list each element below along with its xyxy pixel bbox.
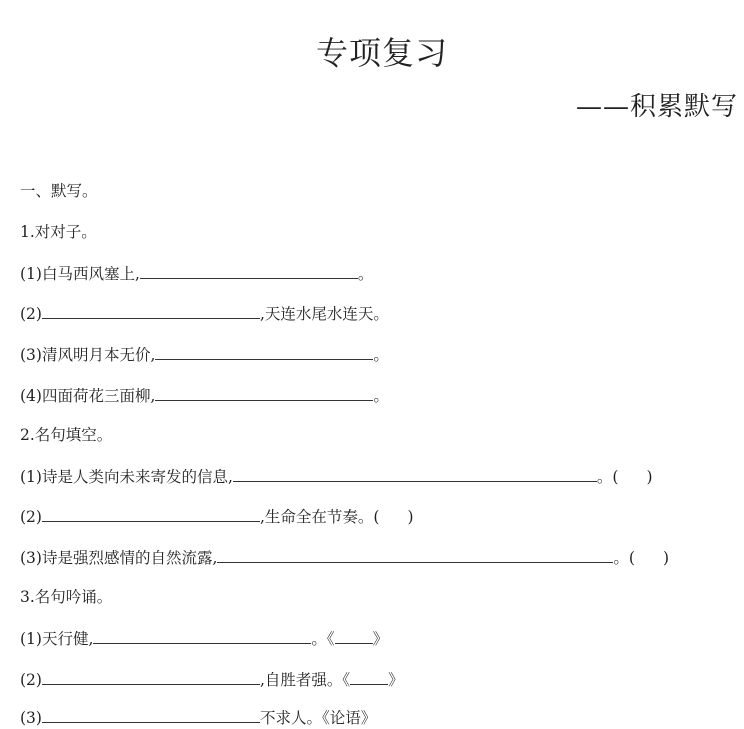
answer-blank[interactable]	[140, 262, 358, 279]
paren-close: )	[407, 508, 414, 526]
q1-item-3	[20, 343, 389, 365]
q3-item-3	[20, 706, 376, 728]
answer-blank[interactable]	[42, 706, 260, 723]
source-blank[interactable]	[335, 627, 373, 644]
page-title: 专项复习	[315, 34, 448, 72]
answer-blank[interactable]	[155, 384, 373, 401]
item-number: (3)	[20, 549, 42, 567]
q2-item-3	[20, 546, 669, 568]
paren-close: )	[646, 468, 653, 486]
item-number: (1)	[20, 630, 42, 648]
book-close: 》	[388, 671, 404, 689]
paren-close: )	[662, 549, 670, 567]
question-1-heading: 1.对对子。	[20, 223, 97, 241]
item-suffix: 。(	[613, 549, 635, 567]
page-subtitle: ——积累默写	[575, 92, 738, 122]
q3-item-1	[20, 627, 388, 649]
item-number: (2)	[20, 508, 42, 526]
item-number: (3)	[20, 346, 42, 364]
item-number: (4)	[20, 387, 42, 405]
source-blank[interactable]	[618, 466, 646, 482]
item-prompt: 诗是人类向未来寄发的信息,	[41, 468, 233, 486]
item-suffix: 。	[357, 265, 374, 283]
source-blank[interactable]	[350, 668, 388, 685]
item-suffix: ,生命全在节奏。(	[259, 508, 380, 526]
answer-blank[interactable]	[42, 668, 260, 685]
item-suffix: ,天连水尾水连天。	[259, 305, 389, 323]
answer-blank[interactable]	[233, 465, 597, 482]
question-3-heading: 3.名句吟诵。	[20, 588, 113, 606]
answer-blank[interactable]	[155, 343, 373, 360]
q1-item-2	[20, 302, 389, 324]
answer-blank[interactable]	[42, 302, 260, 319]
source-blank[interactable]	[635, 547, 663, 563]
answer-blank[interactable]	[42, 505, 260, 522]
q1-item-4	[20, 384, 389, 406]
item-number: (1)	[20, 265, 42, 283]
item-prompt: 四面荷花三面柳,	[41, 387, 156, 405]
item-prompt: 清风明月本无价,	[41, 346, 156, 364]
item-suffix: 不求人。《论语》	[259, 709, 377, 727]
item-prompt: 诗是强烈感情的自然流露,	[41, 549, 218, 567]
item-suffix: 。	[373, 346, 389, 364]
answer-blank[interactable]	[93, 627, 311, 644]
q2-item-2	[20, 505, 414, 527]
item-number: (1)	[20, 468, 42, 486]
item-prompt: 白马西风塞上,	[41, 265, 140, 283]
question-2-heading: 2.名句填空。	[20, 426, 113, 444]
answer-blank[interactable]	[217, 546, 613, 563]
item-suffix: 。《	[311, 630, 335, 648]
item-suffix: ,自胜者强。《	[259, 671, 351, 689]
q1-item-1	[20, 262, 373, 284]
item-suffix: 。	[373, 387, 389, 405]
q3-item-2	[20, 668, 404, 690]
item-number: (2)	[20, 305, 42, 323]
item-suffix: 。(	[596, 468, 619, 486]
item-number: (3)	[20, 709, 42, 727]
section-heading: 一、默写。	[20, 182, 98, 200]
q2-item-1	[20, 465, 653, 487]
item-prompt: 天行健,	[41, 630, 94, 648]
book-close: 》	[372, 630, 389, 648]
item-number: (2)	[20, 671, 42, 689]
source-blank[interactable]	[379, 506, 407, 522]
